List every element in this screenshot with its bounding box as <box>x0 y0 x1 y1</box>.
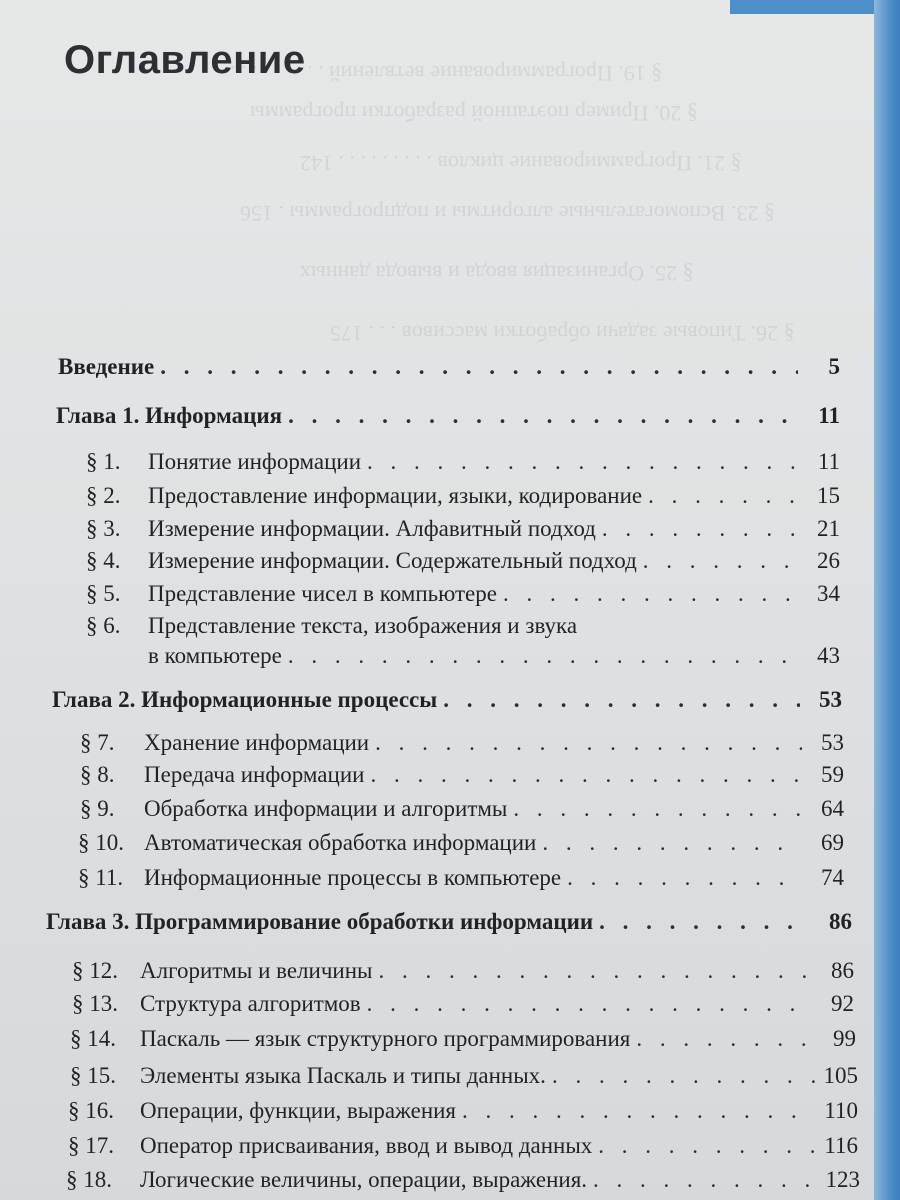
toc-section-row <box>86 579 840 609</box>
leader-dots <box>375 728 802 758</box>
bleed-through-text: § 20. Пример поэтапной разработки программы <box>250 101 698 126</box>
toc-chapter-label: Глава 1. Информация <box>56 403 283 428</box>
leader-dots <box>542 828 802 858</box>
toc-page-number: 11 <box>817 449 840 474</box>
leader-dots <box>288 401 798 431</box>
toc-page-number: 116 <box>824 1133 858 1158</box>
toc-page-number: 15 <box>817 483 840 508</box>
toc-section-number: § 16. <box>68 1098 114 1123</box>
toc-section-number: § 12. <box>72 958 118 983</box>
toc-section-title: Представление текста, изображения и звука <box>148 613 578 638</box>
toc-page-number: 92 <box>831 991 854 1016</box>
toc-section-row <box>86 447 840 477</box>
leader-dots <box>443 685 800 715</box>
toc-section-title: Передача информации <box>144 762 365 787</box>
toc-intro-label: Введение <box>58 354 155 379</box>
toc-section-number: § 15. <box>70 1063 116 1088</box>
leader-dots <box>598 1131 816 1161</box>
toc-section-number: § 10. <box>78 830 124 855</box>
leader-dots <box>367 989 812 1019</box>
toc-page-number: 86 <box>831 958 854 983</box>
toc-section-number: § 14. <box>70 1026 116 1051</box>
toc-section-row <box>86 546 840 576</box>
bleed-through-text: § 25. Организация ввода и вывода данных <box>300 261 694 286</box>
leader-dots <box>552 1061 816 1091</box>
toc-section-title: Оператор присваивания, ввод и вывод данных <box>140 1133 593 1158</box>
toc-intro-row <box>58 352 840 382</box>
toc-section-title: Представление чисел в компьютере <box>148 581 497 606</box>
toc-section-row <box>72 989 854 1019</box>
toc-page-number: 99 <box>833 1026 856 1051</box>
toc-section-number: § 2. <box>86 483 121 508</box>
toc-page-number: 69 <box>821 830 844 855</box>
toc-page-number: 53 <box>821 730 844 755</box>
toc-page-number: 64 <box>821 796 844 821</box>
toc-section-row <box>70 1024 856 1054</box>
leader-dots <box>648 481 798 511</box>
toc-page-number: 86 <box>829 909 852 934</box>
toc-section-title: Предоставление информации, языки, кодирование <box>148 483 643 508</box>
toc-page-number: 105 <box>823 1063 858 1088</box>
toc-section-row <box>70 1061 858 1091</box>
toc-section-title: Хранение информации <box>144 730 370 755</box>
toc-section-number: § 7. <box>80 730 115 755</box>
leader-dots <box>462 1096 816 1126</box>
toc-section-number: § 3. <box>86 516 121 541</box>
leader-dots <box>599 907 810 937</box>
toc-section-number: § 6. <box>86 613 121 638</box>
bleed-through-text: § 26. Типовые задачи обработки массивов . . . 175 <box>330 321 795 346</box>
toc-section-row <box>86 514 840 544</box>
bleed-through-text: § 21. Программирование циклов . . . . . . . . . 142 <box>300 151 742 176</box>
toc-section-row <box>68 1131 858 1161</box>
toc-section-number: § 5. <box>86 581 121 606</box>
toc-section-title: Структура алгоритмов <box>140 991 361 1016</box>
toc-section-title: Операции, функции, выражения <box>140 1098 457 1123</box>
toc-page-number: 5 <box>828 354 840 379</box>
toc-page-number: 43 <box>817 643 840 668</box>
toc-section-title: Логические величины, операции, выражения. <box>140 1167 588 1192</box>
toc-section-number: § 17. <box>68 1133 114 1158</box>
toc-section-row <box>78 863 844 893</box>
toc-section-number: § 18. <box>66 1167 112 1192</box>
toc-section-title: Понятие информации <box>148 449 362 474</box>
cover-edge <box>730 0 880 14</box>
toc-section-title: Элементы языка Паскаль и типы данных. <box>140 1063 546 1088</box>
toc-chapter-label: Глава 3. Программирование обработки информации <box>46 909 594 934</box>
toc-page-number: 34 <box>817 581 840 606</box>
toc-section-row <box>66 1165 860 1195</box>
leader-dots <box>378 956 812 986</box>
toc-section-title: Измерение информации. Содержательный подход <box>148 548 637 573</box>
toc-section-row <box>80 760 844 790</box>
leader-dots <box>288 641 798 671</box>
leader-dots <box>367 447 798 477</box>
toc-section-title: Алгоритмы и величины <box>140 958 373 983</box>
toc-section-title: Информационные процессы в компьютере <box>144 865 562 890</box>
toc-section-number: § 8. <box>80 762 115 787</box>
toc-section-title: Автоматическая обработка информации <box>144 830 537 855</box>
toc-chapter-row <box>52 685 842 715</box>
leader-dots <box>643 546 798 576</box>
bleed-through-text: § 19. Программирование ветвлений . . . . . . . . . <box>230 61 663 86</box>
toc-section-row <box>86 481 840 511</box>
page-title: Оглавление <box>64 38 306 82</box>
leader-dots <box>370 760 802 790</box>
toc-chapter-row <box>56 401 840 431</box>
toc-section-number: § 4. <box>86 548 121 573</box>
bleed-through-text: § 23. Вспомогательные алгоритмы и подпрограммы . 156 <box>240 201 775 226</box>
toc-section-title: Измерение информации. Алфавитный подход <box>148 516 596 541</box>
toc-section-continuation-row <box>148 641 840 671</box>
leader-dots <box>160 352 798 382</box>
cover-edge <box>874 0 900 1200</box>
toc-section-number: § 11. <box>78 865 124 890</box>
toc-page-number: 59 <box>821 762 844 787</box>
toc-section-title-continuation: в компьютере <box>148 643 282 668</box>
toc-section-number: § 13. <box>72 991 118 1016</box>
toc-page-number: 26 <box>817 548 840 573</box>
toc-page-number: 11 <box>818 403 840 428</box>
toc-chapter-row <box>46 907 852 937</box>
leader-dots <box>567 863 802 893</box>
toc-page-number: 110 <box>824 1098 858 1123</box>
toc-section-number: § 9. <box>80 796 115 821</box>
toc-section-row <box>68 1096 858 1126</box>
leader-dots <box>602 514 798 544</box>
toc-page-number: 53 <box>819 687 842 712</box>
toc-section-row <box>80 794 844 824</box>
toc-chapter-label: Глава 2. Информационные процессы <box>52 687 438 712</box>
toc-page-number: 21 <box>817 516 840 541</box>
leader-dots <box>513 794 802 824</box>
toc-section-title: Обработка информации и алгоритмы <box>144 796 508 821</box>
toc-page-number: 74 <box>821 865 844 890</box>
leader-dots <box>593 1165 818 1195</box>
leader-dots <box>503 579 798 609</box>
toc-page-number: 123 <box>825 1167 860 1192</box>
toc-section-row <box>80 728 844 758</box>
toc-section-row <box>86 611 840 641</box>
toc-section-row <box>78 828 844 858</box>
leader-dots <box>636 1024 814 1054</box>
toc-section-number: § 1. <box>86 449 121 474</box>
toc-section-row <box>72 956 854 986</box>
toc-section-title: Паскаль — язык структурного программирования <box>140 1026 631 1051</box>
